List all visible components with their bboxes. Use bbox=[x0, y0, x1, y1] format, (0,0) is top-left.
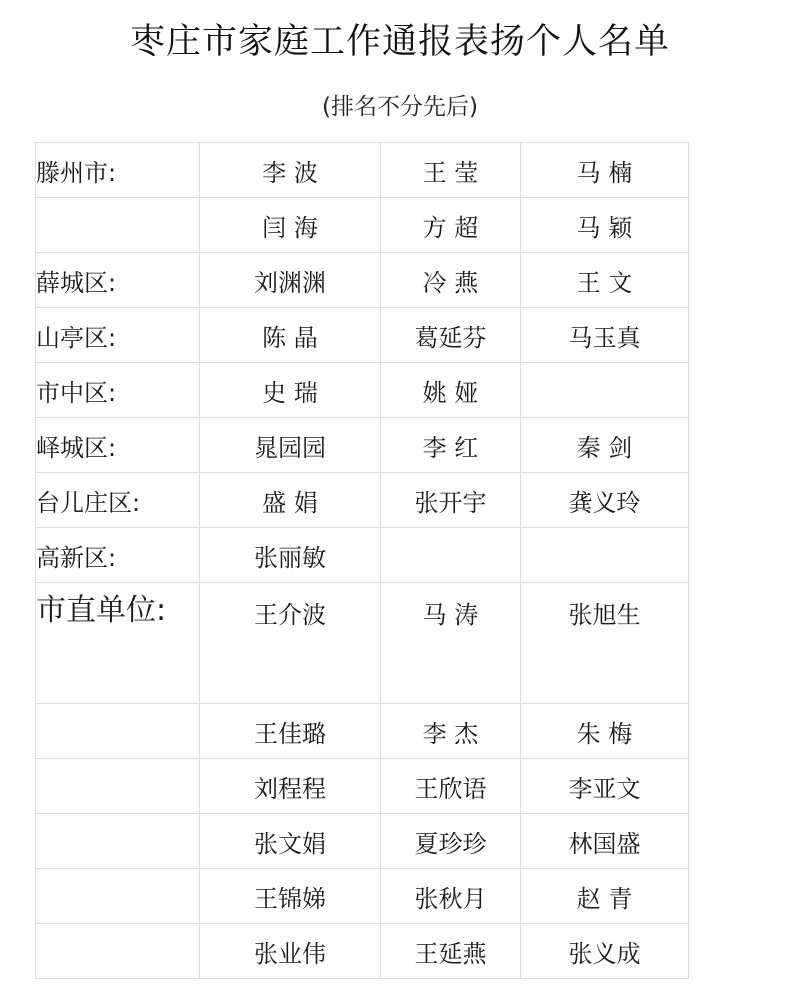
name-cell bbox=[521, 528, 689, 583]
name-cell: 马 楠 bbox=[521, 143, 689, 198]
name-cell: 张文娟 bbox=[200, 814, 381, 869]
name-cell bbox=[381, 528, 521, 583]
table-row bbox=[36, 473, 689, 528]
name-cell: 夏珍珍 bbox=[381, 814, 521, 869]
region-cell: 滕州市: bbox=[36, 143, 200, 198]
name-cell: 秦 剑 bbox=[521, 418, 689, 473]
region-cell bbox=[36, 759, 200, 814]
region-cell: 峄城区: bbox=[36, 418, 200, 473]
name-cell: 林国盛 bbox=[521, 814, 689, 869]
table-row bbox=[36, 528, 689, 583]
table-row bbox=[36, 198, 689, 253]
table-row bbox=[36, 814, 689, 869]
name-cell: 李 红 bbox=[381, 418, 521, 473]
name-cell: 张丽敏 bbox=[200, 528, 381, 583]
name-cell: 王介波 bbox=[200, 583, 381, 704]
name-cell: 李 杰 bbox=[381, 704, 521, 759]
document-subtitle: (排名不分先后) bbox=[322, 94, 478, 120]
table-row bbox=[36, 704, 689, 759]
document-title: 枣庄市家庭工作通报表扬个人名单 bbox=[129, 22, 670, 62]
name-cell: 张业伟 bbox=[200, 924, 381, 979]
name-cell: 王锦娣 bbox=[200, 869, 381, 924]
region-cell: 市直单位: bbox=[36, 583, 200, 704]
name-cell: 张义成 bbox=[521, 924, 689, 979]
name-cell: 李亚文 bbox=[521, 759, 689, 814]
name-cell: 马 颖 bbox=[521, 198, 689, 253]
name-cell: 闫 海 bbox=[200, 198, 381, 253]
name-cell: 王佳璐 bbox=[200, 704, 381, 759]
name-cell: 王 莹 bbox=[381, 143, 521, 198]
name-cell: 刘程程 bbox=[200, 759, 381, 814]
name-cell: 刘渊渊 bbox=[200, 253, 381, 308]
name-cell: 龚义玲 bbox=[521, 473, 689, 528]
region-cell: 薛城区: bbox=[36, 253, 200, 308]
name-cell: 王 文 bbox=[521, 253, 689, 308]
region-cell bbox=[36, 924, 200, 979]
name-cell: 王欣语 bbox=[381, 759, 521, 814]
name-cell: 赵 青 bbox=[521, 869, 689, 924]
name-cell: 马玉真 bbox=[521, 308, 689, 363]
region-cell: 市中区: bbox=[36, 363, 200, 418]
table-row bbox=[36, 924, 689, 979]
region-cell: 山亭区: bbox=[36, 308, 200, 363]
name-cell: 方 超 bbox=[381, 198, 521, 253]
name-cell: 张旭生 bbox=[521, 583, 689, 704]
table-row bbox=[36, 253, 689, 308]
name-cell: 李 波 bbox=[200, 143, 381, 198]
table-row bbox=[36, 869, 689, 924]
name-cell: 盛 娟 bbox=[200, 473, 381, 528]
name-cell: 姚 娅 bbox=[381, 363, 521, 418]
table-row bbox=[36, 759, 689, 814]
table-row bbox=[36, 583, 689, 704]
honoree-table bbox=[35, 142, 689, 979]
region-cell: 台儿庄区: bbox=[36, 473, 200, 528]
name-cell: 朱 梅 bbox=[521, 704, 689, 759]
region-cell bbox=[36, 869, 200, 924]
name-cell: 张秋月 bbox=[381, 869, 521, 924]
name-cell: 葛延芬 bbox=[381, 308, 521, 363]
region-cell bbox=[36, 198, 200, 253]
name-cell: 张开宇 bbox=[381, 473, 521, 528]
table-row bbox=[36, 418, 689, 473]
region-cell bbox=[36, 814, 200, 869]
table-row bbox=[36, 308, 689, 363]
table-row bbox=[36, 363, 689, 418]
name-cell: 王延燕 bbox=[381, 924, 521, 979]
name-cell: 陈 晶 bbox=[200, 308, 381, 363]
region-cell bbox=[36, 704, 200, 759]
name-cell: 晁园园 bbox=[200, 418, 381, 473]
region-cell: 高新区: bbox=[36, 528, 200, 583]
name-cell: 冷 燕 bbox=[381, 253, 521, 308]
table-row bbox=[36, 143, 689, 198]
name-cell bbox=[521, 363, 689, 418]
name-cell: 史 瑞 bbox=[200, 363, 381, 418]
name-cell: 马 涛 bbox=[381, 583, 521, 704]
